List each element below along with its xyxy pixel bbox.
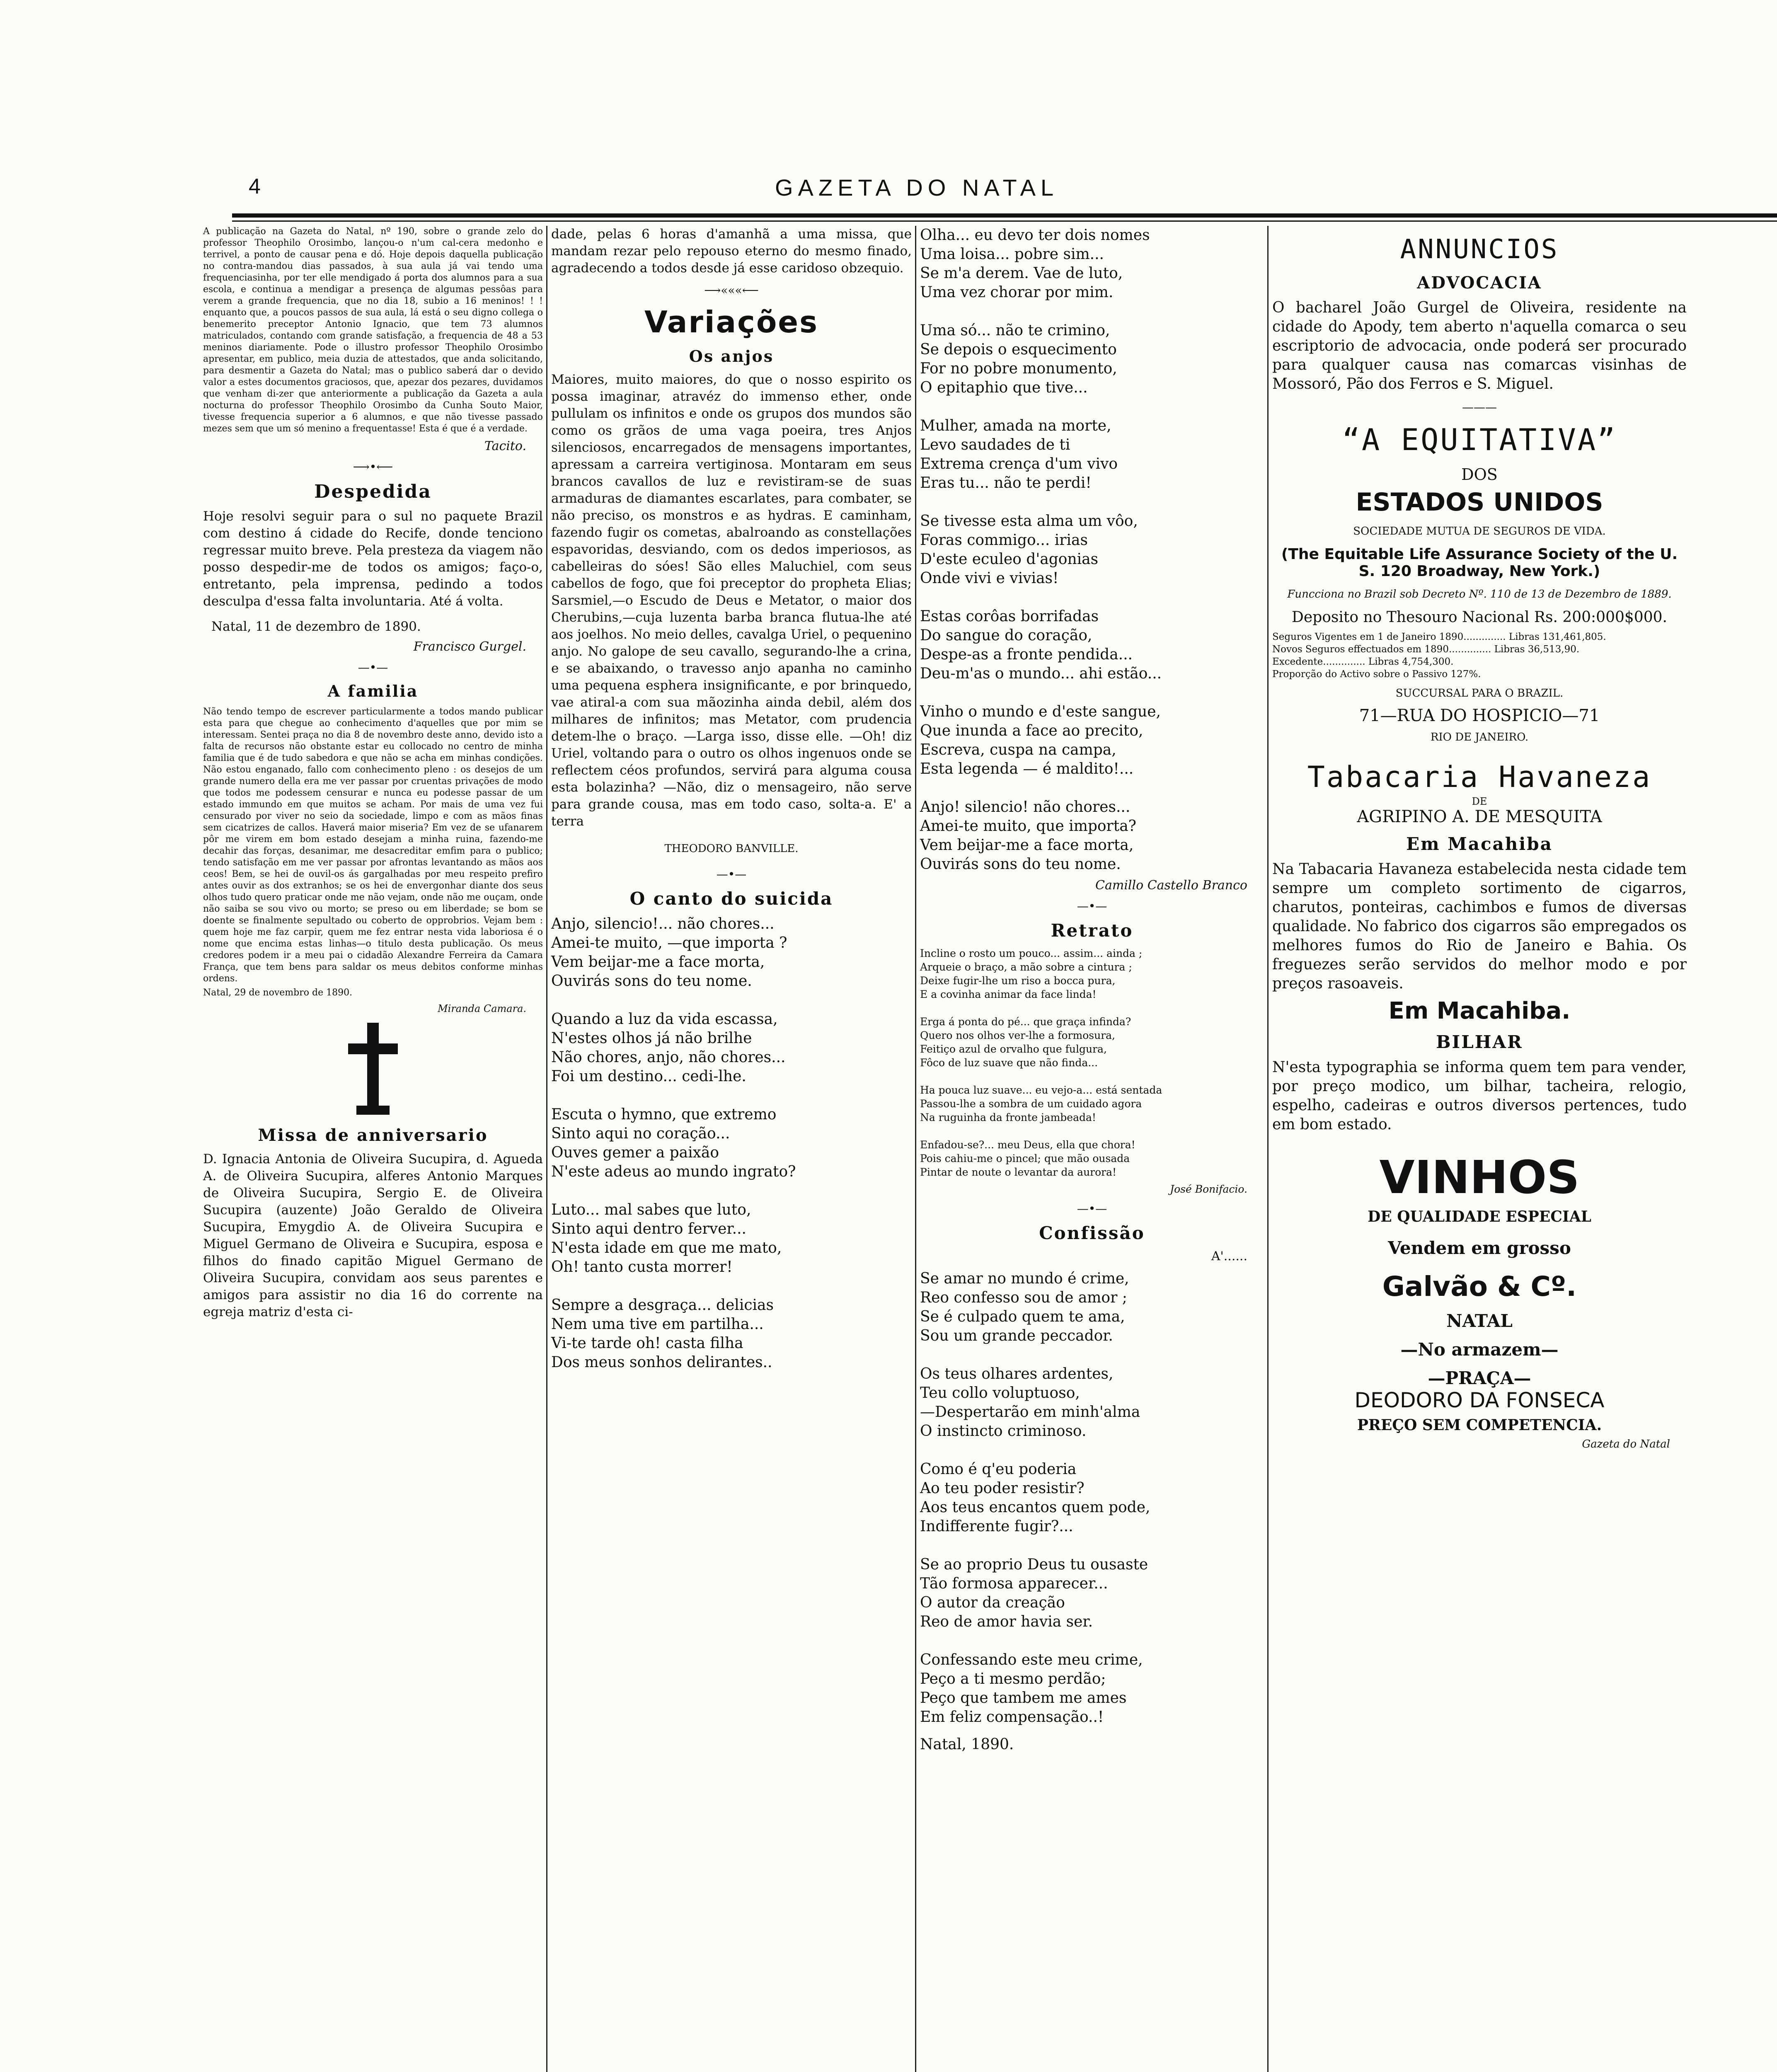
ad-text: Vendem em grosso — [1388, 1238, 1571, 1258]
poem-line: Estas corôas borrifadas — [920, 608, 1099, 625]
poem-line: Se m'a derem. Vae de luto, — [920, 265, 1123, 282]
poem-line: Vinho o mundo e d'este sangue, — [920, 703, 1161, 720]
poem-line: Pois cahiu-me o pincel; que mão ousada — [920, 1152, 1130, 1164]
poem — [920, 946, 1264, 1179]
poem-line: Ao teu poder resistir? — [920, 1480, 1085, 1497]
column-divider — [915, 226, 916, 2072]
ad-text: DE — [1472, 796, 1487, 807]
ad-text: NATAL — [1446, 1311, 1513, 1331]
ad-text: DEODORO DA FONSECA — [1354, 1388, 1605, 1412]
poem-line: Enfadou-se?... meu Deus, ella que chora! — [920, 1139, 1135, 1151]
section-subtitle: Os anjos — [689, 347, 774, 366]
ad-text: O bacharel João Gurgel de Oliveira, residente na cidade do Apody, tem aberto n'aquella comarca o seu escriptorio de advocacia, onde poderá ser procurado para qualquer causa nas comarcas visinhas de Mossoró, Pão dos Ferros e S. Miguel. — [1272, 299, 1687, 392]
poem-line: O instincto criminoso. — [920, 1423, 1087, 1440]
poem-line: Teu collo voluptuoso, — [920, 1385, 1080, 1402]
poem-line — [920, 1001, 1264, 1015]
section-title: Missa de anniversario — [258, 1126, 488, 1145]
header-rule — [232, 213, 1777, 218]
ad-text: —PRAÇA— — [1428, 1368, 1531, 1388]
divider-ornament: —•— — [1077, 1202, 1107, 1215]
poem-line: Esta legenda — é maldito!... — [920, 760, 1134, 777]
ad-text: Em Macahiba — [1406, 834, 1553, 854]
article-text: Maiores, muito maiores, do que o nosso espirito os possa imaginar, atravéz do immenso ether, onde pullulam os infinitos e onde os grupos dos mundos são como os grãos de uma vaga poeira, tres Anjos silenciosos, encarregados de mensagens importantes, apressam a carreira vertiginosa. Montaram em seus brancos cavallos de luz e revistiram-se de suas armaduras de diamantes escarlates, para combater, se não preciso, os monstros e as hydras. E caminham, fazendo fugir os cometas, abalroando as constellações espavoridas, desviando, com os dedos imperiosos, as cabelleiras do sóes! São elles Maluchiel, com seus cabellos de fogo, que foi preceptor do propheta Elias; Sarsmiel,—o Escudo de Deus e Metator, o maior dos Cherubins,—cuja luzenta barba branca flutua-lhe até aos joelhos. No meio delles, cavalga Uriel, o pequenino anjo. No galope de seu cavallo, segurando-lhe a crina, e se abaixando, o travesso anjo apanha no caminho uma pequena esphera insignificante, e por brinquedo, vae atiral-a com sua mãozinha ainda debil, além dos milhares de infinitos; mas Metator, com prudencia detem-lhe o braço. —Larga isso, disse elle. —Oh! diz Uriel, voltando para o outro os olhos ingenuos onde se reflectem céos profundos, servirá para alguma cousa esta bolazinha? —Não, diz o mensageiro, não serve para grande cousa, mas em todo caso, solta-a. E' a terra — [551, 372, 912, 829]
ad-text: Na Tabacaria Havaneza estabelecida nesta cidade tem sempre um completo sortimento de cigarros, charutos, ponteiras, cachimbos e fumos de diversas qualidade. No fabrico dos cigarros são empregados os melhores fumos do Rio de Janeiro e Bahia. Os freguezes serão servidos do melhor modo e por preços rasoaveis. — [1272, 861, 1687, 992]
newspaper-title: GAZETA DO NATAL — [775, 174, 1059, 201]
poem-line: Reo de amor havia ser. — [920, 1613, 1093, 1630]
ad-title: ADVOCACIA — [1417, 273, 1542, 293]
poem-line: Vi-te tarde oh! casta filha — [551, 1335, 743, 1352]
column-3 — [920, 226, 1264, 1757]
section-title: ANNUNCIOS — [1400, 234, 1559, 265]
ad-text: N'esta typographia se informa quem tem para vender, por preço modico, um bilhar, tacheira, relogio, espelho, cadeiras e outros diversos pertences, tudo em bom estado. — [1272, 1059, 1687, 1133]
poem-line: Peço que tambem me ames — [920, 1690, 1127, 1706]
section-title: O canto do suicida — [629, 888, 833, 909]
poem-line: Luto... mal sabes que luto, — [551, 1201, 751, 1218]
poem-line — [551, 1181, 912, 1201]
poem-line: Despe-as a fronte pendida... — [920, 646, 1133, 663]
poem — [920, 226, 1264, 874]
poem-line: Na ruguinha da fronte jambeada! — [920, 1111, 1096, 1123]
poem-line: Pintar de noute o levantar da aurora! — [920, 1166, 1117, 1178]
ad-text: 71—RUA DO HOSPICIO—71 — [1359, 706, 1600, 725]
stat-line: Proporção do Activo sobre o Passivo 127%. — [1272, 669, 1481, 680]
poem-line: Nem uma tive em partilha... — [551, 1316, 764, 1333]
poem-line: Foras commigo... irias — [920, 532, 1088, 549]
poem-line: Se tivesse esta alma um vôo, — [920, 513, 1138, 530]
poem-line — [920, 1124, 1264, 1138]
poem-line: Ouvirás sons do teu nome. — [920, 856, 1121, 873]
ad-title: BILHAR — [1436, 1032, 1523, 1052]
poem-line: Deixe fugir-lhe um riso a bocca pura, — [920, 975, 1116, 987]
poem-line: Indifferente fugir?... — [920, 1518, 1073, 1535]
section-title: Despedida — [314, 481, 432, 502]
ad-stats — [1272, 631, 1687, 680]
poem-line: Deu-m'as o mundo... ahi estão... — [920, 665, 1162, 682]
poem-line — [551, 991, 912, 1010]
poem-line: Amei-te muito, que importa? — [920, 818, 1136, 835]
poem-line — [551, 1277, 912, 1296]
dateline: Natal, 11 de dezembro de 1890. — [211, 619, 421, 634]
poem-line: N'estes olhos já não brilhe — [551, 1030, 752, 1047]
section-title: Variações — [644, 305, 818, 339]
poem-line: O epitaphio que tive... — [920, 379, 1088, 396]
poem-line: Ouves gemer a paixão — [551, 1144, 719, 1161]
poem-line: Passou-lhe a sombra de um cuidado agora — [920, 1098, 1142, 1110]
poem-line: Não chores, anjo, não chores... — [551, 1049, 786, 1066]
poem-line: Ha pouca luz suave... eu vejo-a... está sentada — [920, 1084, 1162, 1096]
dateline: Natal, 1890. — [920, 1736, 1014, 1753]
dedication: A'...... — [1211, 1249, 1247, 1264]
poem-line: For no pobre monumento, — [920, 360, 1117, 377]
poem-line: Uma loisa... pobre sim... — [920, 246, 1104, 263]
ad-text: AGRIPINO A. DE MESQUITA — [1357, 807, 1602, 826]
ad-text: SOCIEDADE MUTUA DE SEGUROS DE VIDA. — [1353, 525, 1606, 537]
ad-text: PREÇO SEM COMPETENCIA. — [1357, 1416, 1602, 1434]
poem-line: Peço a ti mesmo perdão; — [920, 1670, 1106, 1687]
poem-line: Anjo! silencio! não chores... — [920, 799, 1131, 816]
ad-text: (The Equitable Life Assurance Society of the U. S. 120 Broadway, New York.) — [1281, 546, 1678, 580]
poem-line: Reo confesso sou de amor ; — [920, 1289, 1127, 1306]
poem-line: Se ao proprio Deus tu ousaste — [920, 1556, 1148, 1573]
poem-line: D'este eculeo d'agonias — [920, 551, 1099, 568]
ad-text: DE QUALIDADE ESPECIAL — [1368, 1208, 1591, 1225]
article-text: Hoje resolvi seguir para o sul no paquete Brazil com destino á cidade do Recife, donde tenciono regressar muito breve. Pela presteza da viagem não posso despedir-me de todos os amigos; faço-o, entretanto, pela imprensa, pedindo a todos desculpa d'essa falta involuntaria. Até á volta. — [203, 509, 543, 609]
signature: Tacito. — [484, 439, 526, 453]
poem-line — [920, 588, 1264, 607]
section-title: Confissão — [1039, 1223, 1145, 1243]
poem-line: Os teus olhares ardentes, — [920, 1365, 1114, 1382]
poem-line: Se amar no mundo é crime, — [920, 1270, 1129, 1287]
ad-text: SUCCURSAL PARA O BRAZIL. — [1395, 687, 1564, 700]
ad-title: VINHOS — [1379, 1151, 1580, 1204]
poem-line — [920, 493, 1264, 512]
poem-line: Se é culpado quem te ama, — [920, 1308, 1125, 1325]
poem-line: —Despertarão em minh'alma — [920, 1404, 1140, 1421]
header-rule-thin — [232, 220, 1777, 222]
poem-line: Como é q'eu poderia — [920, 1461, 1077, 1478]
divider-ornament: —•— — [1077, 899, 1107, 913]
poem-line — [920, 1631, 1264, 1651]
article-text: Não tendo tempo de escrever particularmente a todos mando publicar esta para que chegue ao conhecimento d'aquelles que por mim se interessam. Sentei praça no dia 8 de novembro deste anno, devido isto a falta de recursos não obstante estar eu collocado no centro de minha familia que é de tudo sabedora e que não se acha em minhas condições. Não estou enganado, fallo com conhecimento pleno : os desejos de um grande numero della era me ver passar por cruentas privações de modo que todos me podessem censurar e nunca eu podesse passar de um estado immundo em que muitos se acham. Por mais de uma vez fui censurado por viver no seio da sociedade, limpo e com as mãos finas sem cicatrizes de callos. Haverá maior miseria? Em vez de se ufanarem pôr me virem em bom estado desejam a minha ruina, fazendo-me decahir das forças, desanimar, me desacreditar emfim para o publico; tendo satisfação em me ver passar por afrontas levantando as mãos aos ceos! Bem, se hei de ouvil-os ás gargalhadas por meu respeito prefiro antes ouvir as dos extranhos; se os hei de envergonhar diante dos seus olhos tudo quero praticar onde me não vejam, onde não me ouçam, onde não saiba se sou vivo ou morto; se preso ou em liberdade; se bom se doente se finalmente sepultado ou coberto de opprobrios. Vejam bem : quem hoje me faz carpir, quem me fez entrar nesta vida laboriosa é o nome que encima estas linhas—o titulo desta publicação. Os meus credores podem ir a meu pai o cidadão Alexandre Ferreira da Camara França, que tem bens para saldar os meus debitos conforme minhas ordens. — [203, 707, 543, 984]
stat-line: Novos Seguros effectuados em 1890.............. Libras 36,513,90. — [1272, 644, 1580, 655]
page-header — [236, 174, 1777, 199]
section-title: A familia — [327, 682, 419, 700]
dateline: Natal, 29 de novembro de 1890. — [203, 988, 353, 998]
poem-line: Onde vivi e vivias! — [920, 570, 1059, 587]
signature: Miranda Camara. — [438, 1003, 526, 1014]
poem-line: Fôco de luz suave que não finda... — [920, 1057, 1098, 1069]
poem-line: Feitiço azul de orvalho que fulgura, — [920, 1043, 1107, 1055]
poem-line: Quando a luz da vida escassa, — [551, 1011, 778, 1028]
poem-line: Levo saudades de ti — [920, 436, 1070, 453]
divider-ornament: —•— — [358, 661, 388, 674]
poem-line: Mulher, amada na morte, — [920, 417, 1111, 434]
article-text: D. Ignacia Antonia de Oliveira Sucupira, d. Agueda A. de Oliveira Sucupira, alferes Antonio Marques de Oliveira Sucupira, Sergio E. de Oliveira Sucupira (auzente) João Geraldo de Oliveira Sucupira, Emygdio A. de Oliveira Sucupira e Miguel Germano de Oliveira e Sucupira, esposa e filhos do finado capitão Miguel Germano de Oliveira Sucupira, convidam aos seus parentes e amigos para assistir no dia 16 do corrente na egreja matriz d'esta ci- — [203, 1152, 543, 1319]
poem-line — [920, 302, 1264, 321]
ad-text: Galvão & Cº. — [1382, 1271, 1577, 1302]
poem-line: Sou um grande peccador. — [920, 1327, 1113, 1344]
cross-icon — [348, 1023, 398, 1118]
stat-line: Seguros Vigentes em 1 de Janeiro 1890.............. Libras 131,461,805. — [1272, 632, 1606, 642]
poem-line: Aos teus encantos quem pode, — [920, 1499, 1150, 1516]
page-number: 4 — [249, 174, 261, 198]
ad-title: “A EQUITATIVA” — [1342, 422, 1617, 457]
signature: Gazeta do Natal — [1582, 1438, 1670, 1450]
poem-line: Se depois o esquecimento — [920, 341, 1117, 358]
poem-line: Uma vez chorar por mim. — [920, 284, 1114, 301]
signature: Camillo Castello Branco — [1095, 878, 1247, 893]
poem-line: Sinto aqui dentro ferver... — [551, 1220, 746, 1237]
signature: José Bonifacio. — [1170, 1183, 1247, 1195]
article-text: dade, pelas 6 horas d'amanhã a uma missa, que mandam rezar pelo repouso eterno do mesmo finado, agradecendo a todos desde já esse caridoso obzequio. — [551, 227, 912, 276]
poem-line: Eras tu... não te perdi! — [920, 474, 1092, 491]
poem-line: Ouvirás sons do teu nome. — [551, 973, 752, 990]
article-text: A publicação na Gazeta do Natal, nº 190, sobre o grande zelo do professor Theophilo Orosimbo, lançou-o n'um cal-cera medonho e terrivel, a ponto de causar pena e dó. Hoje depois daquella publicação no contra-mandou dias passados, à sua aula já vai tendo uma frequenciasinha, por ter elle mendigado á porta dos alumnos para a sua escola, e continua a mendigar a presença de algumas pessôas para verem a grande frequencia, que no dia 18, subio a 16 meninos! ! ! enquanto que, a poucos passos de sua aula, lá está o seu digno collega o benemerito preceptor Antonio Ignacio, que tem 73 alumnos matriculados, contando com grande satisfação, a frequencia de 48 a 53 meninos diariamente. Pode o illustro professor Theophilo Orosimbo apresentar, em publico, meia duzia de attestados, que anda solicitando, para desmentir a Gazeta do Natal; mas o publico saberá dar o devido valor a estes documentos graciosos, que, apezar dos pezares, duvidamos que venham di-zer que anteriormente a publicação da Gazeta a aula nocturna do professor Theophilo Orosimbo da Cunha Souto Maior, tivesse frequencia superior a 6 alumnos, e que não tivesse passado mezes sem que um só menino a frequentasse! Esta é que é a verdade. — [203, 226, 543, 434]
ad-text: —No armazem— — [1400, 1339, 1559, 1360]
poem-line: Anjo, silencio!... não chores... — [551, 915, 775, 932]
poem-line: Amei-te muito, —que importa ? — [551, 934, 787, 951]
poem — [551, 915, 912, 1372]
poem-line: Vem beijar-me a face morta, — [920, 837, 1134, 854]
poem-line — [920, 683, 1264, 702]
signature: Francisco Gurgel. — [413, 639, 526, 654]
poem-line: O autor da creação — [920, 1594, 1065, 1611]
ad-text: Em Macahiba. — [1388, 997, 1571, 1024]
poem-line — [920, 1346, 1264, 1365]
poem-line — [920, 1441, 1264, 1460]
poem-line — [920, 1070, 1264, 1083]
divider-ornament: ⟶«««⟵ — [704, 283, 759, 297]
poem-line: E a covinha animar da face linda! — [920, 988, 1097, 1000]
poem-line: Dos meus sonhos delirantes.. — [551, 1354, 772, 1371]
poem-line: Do sangue do coração, — [920, 627, 1092, 644]
poem-line: Erga á ponta do pé... que graça infinda? — [920, 1016, 1131, 1028]
poem-line: Olha... eu devo ter dois nomes — [920, 227, 1150, 244]
poem-line — [920, 397, 1264, 416]
column-2 — [551, 226, 912, 1372]
ad-title: ESTADOS UNIDOS — [1356, 488, 1603, 517]
ad-title: Tabacaria Havaneza — [1307, 760, 1652, 794]
signature: THEODORO BANVILLE. — [664, 842, 799, 855]
poem-line: Arqueie o braço, a mão sobre a cintura ; — [920, 961, 1132, 973]
poem-line — [920, 779, 1264, 798]
divider-ornament: ——— — [1462, 400, 1497, 414]
divider-ornament: ⟶•⟵ — [353, 460, 393, 474]
section-title: Retrato — [1051, 920, 1133, 941]
poem-line: Vem beijar-me a face morta, — [551, 954, 765, 971]
poem-line: N'esta idade em que me mato, — [551, 1239, 782, 1256]
poem-line: Escreva, cuspa na campa, — [920, 741, 1116, 758]
poem-line: Que inunda a face ao precito, — [920, 722, 1143, 739]
poem-line — [920, 1536, 1264, 1555]
poem-line: Incline o rosto um pouco... assim... ainda ; — [920, 947, 1143, 959]
ad-text: DOS — [1461, 465, 1498, 484]
column-divider — [546, 226, 547, 2072]
ad-text: Deposito no Thesouro Nacional Rs. 200:000$000. — [1292, 609, 1667, 626]
ad-text: Funcciona no Brazil sob Decreto Nº. 110 de 13 de Dezembro de 1889. — [1287, 588, 1672, 600]
poem-line: Em feliz compensação..! — [920, 1709, 1104, 1726]
ad-text: RIO DE JANEIRO. — [1430, 731, 1529, 743]
poem-line: Confessando este meu crime, — [920, 1651, 1143, 1668]
poem-line — [551, 1086, 912, 1105]
poem-line: Sinto aqui no coração... — [551, 1125, 730, 1142]
poem-line: Foi um destino... cedi-lhe. — [551, 1068, 746, 1085]
column-4 — [1272, 226, 1687, 1456]
poem-line: Oh! tanto custa morrer! — [551, 1259, 733, 1276]
poem-line: Extrema crença d'um vivo — [920, 455, 1118, 472]
stat-line: Excedente.............. Libras 4,754,300. — [1272, 656, 1454, 667]
poem-line: Escuta o hymno, que extremo — [551, 1106, 777, 1123]
poem-line: N'este adeus ao mundo ingrato? — [551, 1163, 796, 1180]
poem-line: Uma só... não te crimino, — [920, 322, 1110, 339]
column-divider — [1267, 226, 1269, 2072]
poem-line: Sempre a desgraça... delicias — [551, 1297, 774, 1314]
poem-line: Quero nos olhos ver-lhe a formosura, — [920, 1029, 1115, 1041]
poem-line: Tão formosa apparecer... — [920, 1575, 1108, 1592]
poem — [920, 1269, 1264, 1727]
divider-ornament: —•— — [716, 867, 747, 881]
column-1 — [203, 226, 543, 1323]
